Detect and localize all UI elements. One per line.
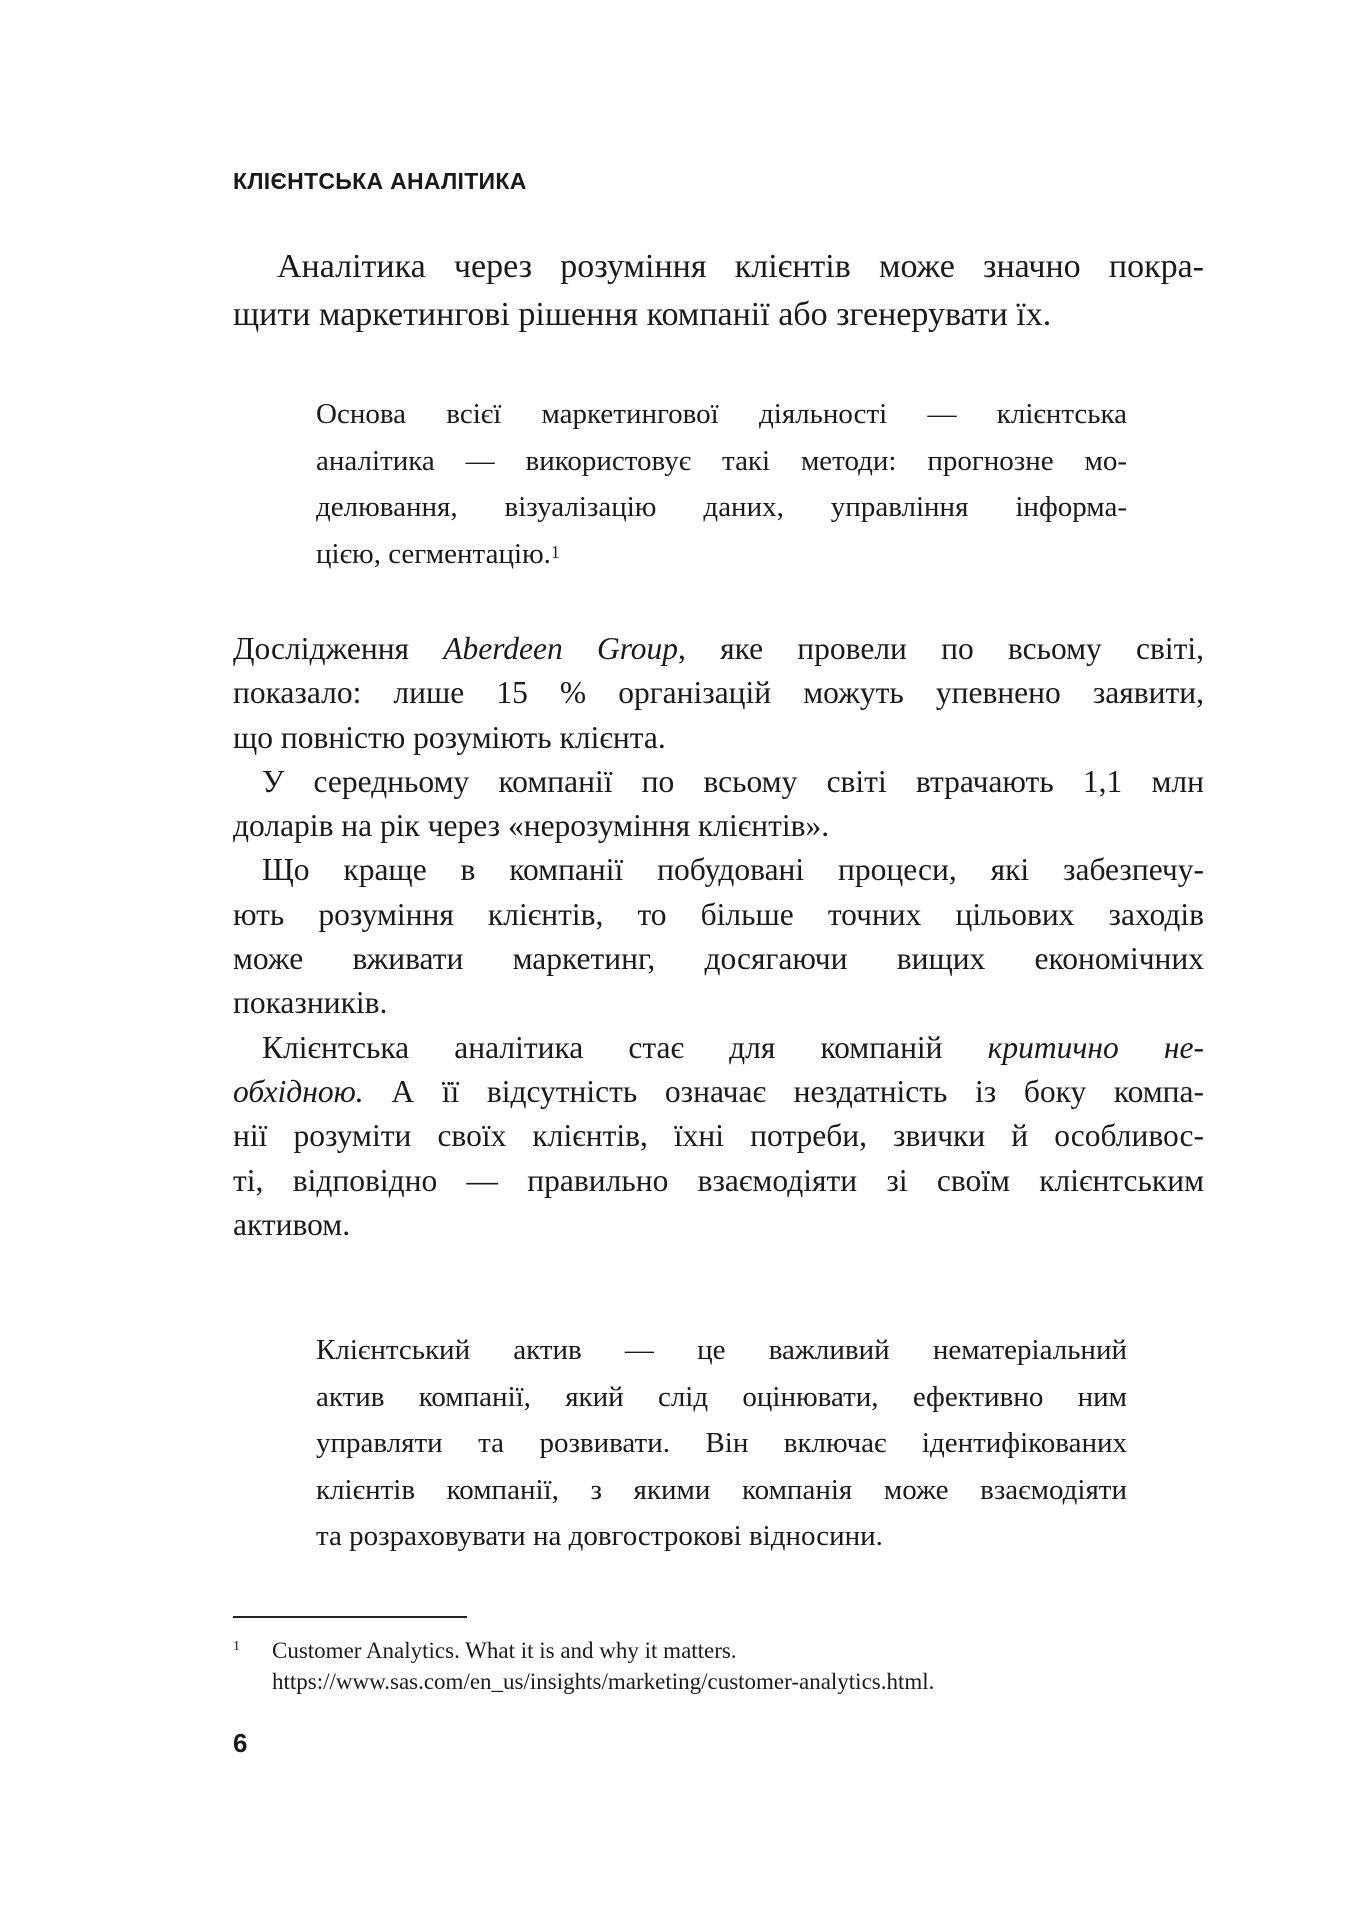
text-segment: може вживати маркетинг, досягаючи вищих економічних <box>233 941 1204 977</box>
text-line <box>316 531 1127 578</box>
text-line <box>233 1203 1204 1247</box>
text-segment: ють розуміння клієнтів, то більше точних цільових заходів <box>233 896 1204 932</box>
text-segment: Клієнтська аналітика стає для компаній <box>262 1029 988 1065</box>
footnote-title: Customer Analytics. What it is and why it matters. <box>272 1638 737 1663</box>
blockquote-customer-asset <box>316 1327 1127 1560</box>
footnote-number: 1 <box>233 1639 240 1654</box>
lead-paragraph <box>233 243 1204 339</box>
text-segment: , яке провели по всьому світі, <box>678 631 1204 666</box>
text-line <box>233 716 1204 760</box>
text-segment: Що краще в компанії побудовані процеси, які забезпечу- <box>262 852 1204 888</box>
text-line <box>233 1026 1204 1070</box>
body-text <box>233 627 1204 1247</box>
text-line <box>233 848 1204 892</box>
page-number: 6 <box>233 1728 248 1758</box>
text-line <box>233 671 1204 715</box>
text-segment: У середньому компанії по всьому світі втрачають 1,1 млн <box>262 763 1204 799</box>
text-line <box>316 438 1127 485</box>
text-segment: та розраховувати на довгострокові відносини. <box>316 1520 883 1552</box>
text-segment: Аналітика через розуміння клієнтів може значно покра- <box>277 248 1204 285</box>
text-segment: критично не- <box>987 1029 1204 1065</box>
text-segment: актив компанії, який слід оцінювати, ефективно ним <box>316 1380 1127 1413</box>
text-line <box>233 1070 1204 1114</box>
footnote <box>233 1635 934 1697</box>
text-segment: делювання, візуалізацію даних, управління інформа- <box>316 491 1127 523</box>
text-segment: показало: лише 15 % організацій можуть упевнено заявити, <box>233 675 1204 711</box>
text-line <box>316 1374 1127 1421</box>
text-line <box>233 760 1204 804</box>
text-line <box>233 1114 1204 1158</box>
footnote-link[interactable]: https://www.sas.com/en_us/insights/marketing/customer-analytics.html. <box>272 1669 935 1694</box>
text-line <box>316 1513 1127 1560</box>
text-segment: аналітика — використовує такі методи: прогнозне мо- <box>316 444 1127 477</box>
text-line <box>233 981 1204 1025</box>
footnote-divider <box>233 1616 467 1618</box>
text-segment: обхідною. <box>233 1073 364 1109</box>
text-line <box>233 937 1204 981</box>
text-segment: Дослідження <box>233 631 444 666</box>
text-segment: що повністю розуміють клієнта. <box>233 719 666 755</box>
text-segment: активом. <box>233 1206 351 1242</box>
text-segment: Клієнтський актив — це важливий нематеріальний <box>316 1334 1127 1366</box>
blockquote-definition <box>316 391 1127 577</box>
text-line <box>233 291 1204 339</box>
text-line <box>316 1467 1127 1514</box>
text-segment: Основа всієї маркетингової діяльності — клієнтська <box>316 398 1127 430</box>
text-line <box>316 1420 1127 1467</box>
footnote-ref[interactable]: 1 <box>550 541 560 562</box>
text-line <box>316 391 1127 438</box>
text-line <box>233 243 1204 291</box>
text-segment: цією, сегментацію. <box>316 537 551 570</box>
text-segment: щити маркетингові рішення компанії або згенерувати їх. <box>233 296 1052 333</box>
text-segment: А її відсутність означає нездатність із боку компа- <box>363 1073 1204 1109</box>
text-segment: показників. <box>233 985 388 1021</box>
text-line <box>233 893 1204 937</box>
text-segment: управляти та розвивати. Він включає ідентифікованих <box>316 1427 1127 1459</box>
text-segment: Aberdeen Group <box>443 631 679 666</box>
text-segment: ті, відповідно — правильно взаємодіяти зі своїм клієнтським <box>233 1162 1204 1198</box>
text-line <box>316 484 1127 531</box>
text-segment: клієнтів компанії, з якими компанія може взаємодіяти <box>316 1473 1127 1506</box>
text-line <box>233 1159 1204 1203</box>
running-head: КЛІЄНТСЬКА АНАЛІТИКА <box>233 168 527 194</box>
text-line <box>233 627 1204 671</box>
text-line <box>233 804 1204 848</box>
text-line <box>316 1327 1127 1374</box>
text-segment: доларів на рік через «нерозуміння клієнтів». <box>233 808 830 844</box>
text-segment: нії розуміти своїх клієнтів, їхні потреби, звички й особливос- <box>233 1118 1204 1154</box>
